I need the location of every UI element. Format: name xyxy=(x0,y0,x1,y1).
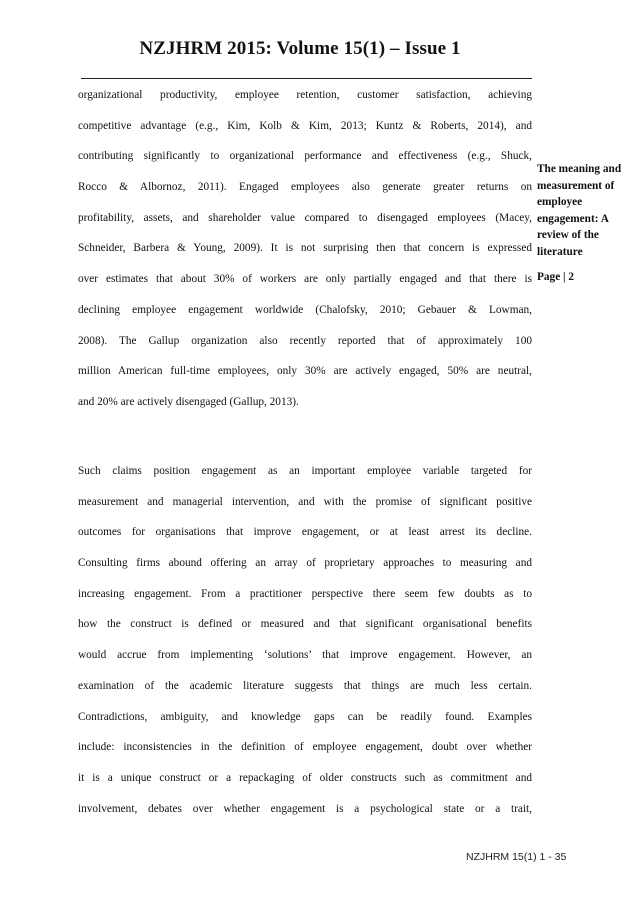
article-title-line: measurement of xyxy=(537,179,615,192)
header-divider xyxy=(81,78,532,79)
paragraph-line: Such claims position engagement as an important employee variable targeted for xyxy=(78,465,532,477)
body-paragraph-1 xyxy=(78,80,532,418)
paragraph-line: contributing significantly to organizational performance and effectiveness (e.g., Shuck, xyxy=(78,150,532,163)
paragraph-line: and 20% are actively disengaged (Gallup, 2013). xyxy=(78,395,299,408)
margin-sidebar xyxy=(537,161,637,285)
paragraph-line: organizational productivity, employee retention, customer satisfaction, achieving xyxy=(78,89,532,101)
paragraph-line: million American full-time employees, only 30% are actively engaged, 50% are neutral, xyxy=(78,365,532,378)
article-title-line: review of the xyxy=(537,229,599,242)
paragraph-line: 2008). The Gallup organization also recently reported that of approximately 100 xyxy=(78,334,532,347)
paragraph-line: increasing engagement. From a practitioner perspective there seem few doubts as to xyxy=(78,587,532,600)
body-paragraph-2 xyxy=(78,456,532,824)
paragraph-line: profitability, assets, and shareholder value compared to disengaged employees (Macey, xyxy=(78,211,532,224)
paragraph-line: how the construct is defined or measured and that significant organisational benefits xyxy=(78,618,532,631)
paragraph-line: involvement, debates over whether engagement is a psychological state or a trait, xyxy=(78,802,532,815)
journal-header-title: NZJHRM 2015: Volume 15(1) – Issue 1 xyxy=(139,38,461,59)
paragraph-line: measurement and managerial intervention, and with the promise of significant positive xyxy=(78,495,532,508)
article-title-line: employee xyxy=(537,196,583,209)
paragraph-line: Rocco & Albornoz, 2011). Engaged employees also generate greater returns on xyxy=(78,181,532,194)
paragraph-line: Contradictions, ambiguity, and knowledge gaps can be readily found. Examples xyxy=(78,710,532,723)
paragraph-line: would accrue from implementing ‘solutions’ that improve engagement. However, an xyxy=(78,649,532,662)
page-number-label: Page | 2 xyxy=(537,270,574,283)
article-title-line: engagement: A xyxy=(537,212,609,225)
paragraph-line: Consulting firms abound offering an array of proprietary approaches to measuring and xyxy=(78,557,532,570)
page-footer: NZJHRM 15(1) 1 - 35 xyxy=(466,851,567,863)
paragraph-line: over estimates that about 30% of workers are only partially engaged and that there is xyxy=(78,273,532,286)
paragraph-line: include: inconsistencies in the definition of employee engagement, doubt over whether xyxy=(78,741,532,754)
article-title-line: literature xyxy=(537,245,583,258)
paragraph-line: competitive advantage (e.g., Kim, Kolb & Kim, 2013; Kuntz & Roberts, 2014), and xyxy=(78,119,532,132)
article-title xyxy=(537,161,637,261)
article-title-line: The meaning and xyxy=(537,163,622,175)
paragraph-line: it is a unique construct or a repackaging of older constructs such as commitment and xyxy=(78,771,532,784)
paragraph-line: declining employee engagement worldwide (Chalofsky, 2010; Gebauer & Lowman, xyxy=(78,303,532,316)
paragraph-line: examination of the academic literature suggests that things are much less certain. xyxy=(78,679,532,692)
paragraph-line: outcomes for organisations that improve engagement, or at least arrest its decline. xyxy=(78,526,532,539)
paragraph-line: Schneider, Barbera & Young, 2009). It is not surprising then that concern is expressed xyxy=(78,242,532,255)
